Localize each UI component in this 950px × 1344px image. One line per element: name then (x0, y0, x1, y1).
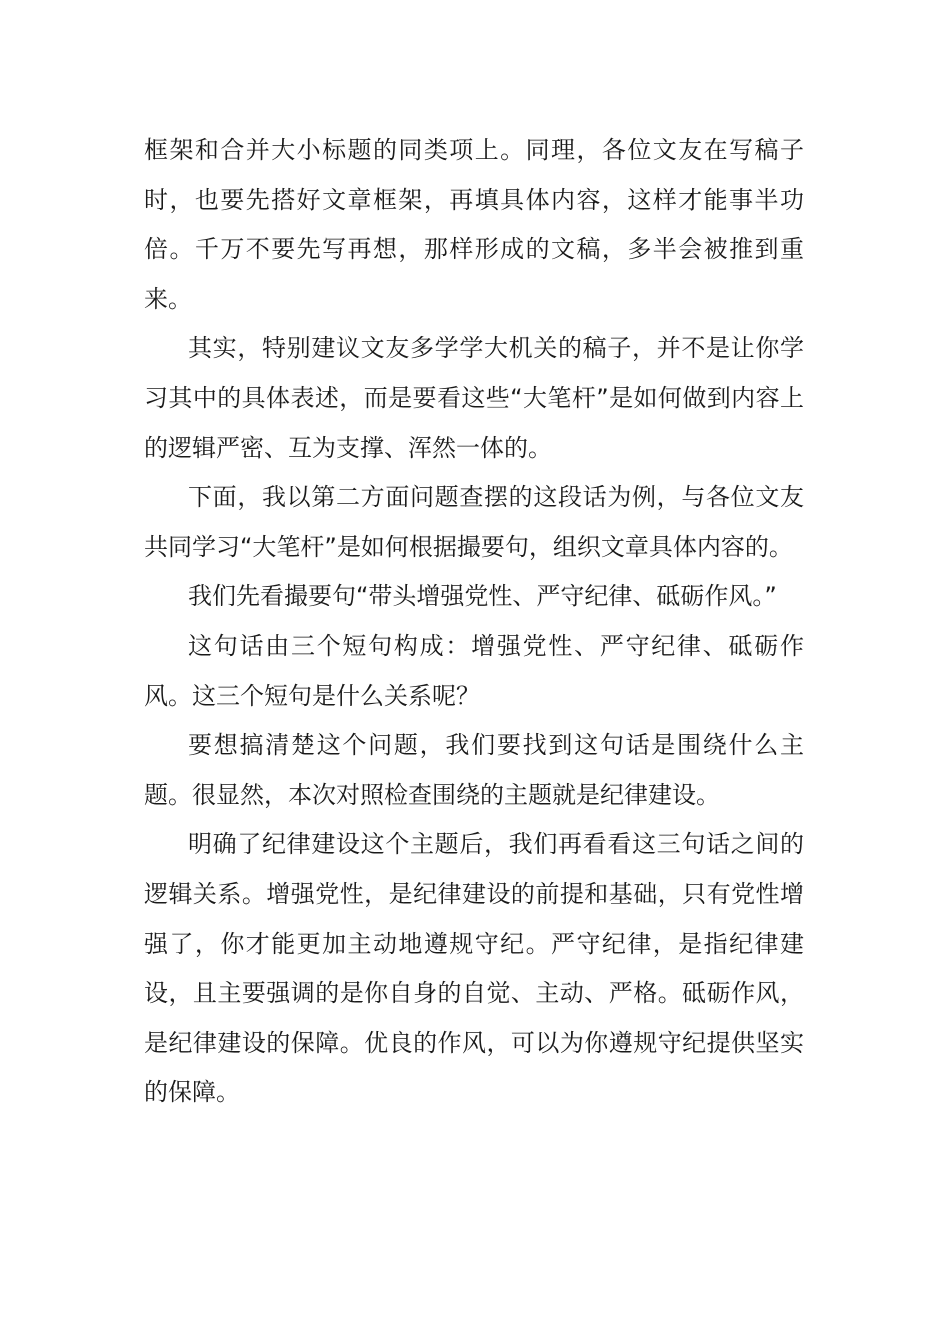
paragraph-1: 框架和合并大小标题的同类项上。同理，各位文友在写稿子时，也要先搭好文章框架，再填具体内容，这样才能事半功倍。千万不要先写再想，那样形成的文稿，多半会被推到重来。 (144, 136, 804, 313)
paragraph-6: 要想搞清楚这个问题，我们要找到这句话是围绕什么主题。很显然，本次对照检查围绕的主题就是纪律建设。 (144, 731, 804, 809)
paragraph-4: 我们先看撮要句“带头增强党性、严守纪律、砥砺作风。” (188, 582, 777, 611)
paragraph-2: 其实，特别建议文友多学学大机关的稿子，并不是让你学习其中的具体表述，而是要看这些“大笔杆”是如何做到内容上的逻辑严密、互为支撑、浑然一体的。 (144, 334, 804, 462)
paragraph-7: 明确了纪律建设这个主题后，我们再看看这三句话之间的逻辑关系。增强党性，是纪律建设的前提和基础，只有党性增强了，你才能更加主动地遵规守纪。严守纪律，是指纪律建设，且主要强调的是你自身的自觉、主动、严格。砥砺作风，是纪律建设的保障。优良的作风，可以为你遵规守纪提供坚实的保障。 (144, 830, 804, 1107)
paragraph-5: 这句话由三个短句构成：增强党性、严守纪律、砥砺作风。这三个短句是什么关系呢？ (144, 631, 804, 710)
paragraph-3: 下面，我以第二方面问题查摆的这段话为例，与各位文友共同学习“大笔杆”是如何根据撮要句，组织文章具体内容的。 (144, 483, 804, 561)
document-body (144, 126, 804, 1118)
